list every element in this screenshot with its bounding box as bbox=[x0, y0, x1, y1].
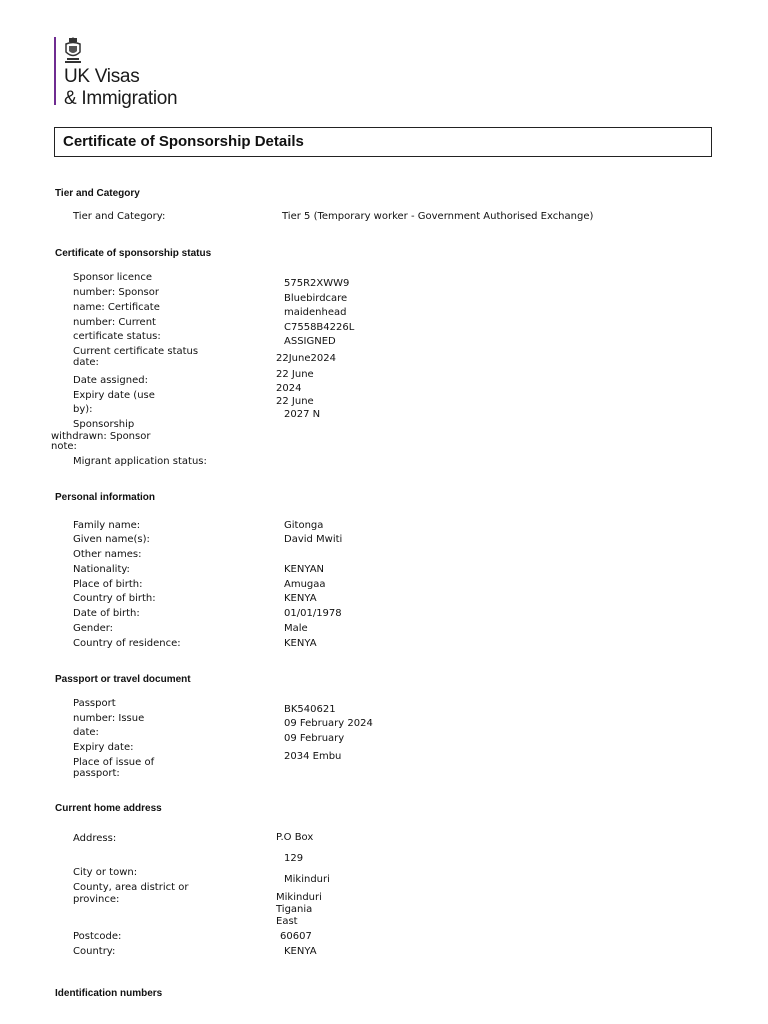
field-label: certificate status: bbox=[73, 331, 161, 342]
field-value: maidenhead bbox=[284, 307, 347, 318]
field-label: Country of birth: bbox=[73, 593, 156, 604]
field-value: Mikinduri bbox=[284, 874, 330, 885]
field-value: 129 bbox=[284, 853, 304, 864]
section-heading-personal: Personal information bbox=[55, 492, 156, 503]
field-value: 09 February 2024 bbox=[284, 718, 373, 729]
field-value: C7558B4226L bbox=[284, 322, 355, 333]
royal-crest-icon bbox=[63, 37, 83, 65]
field-label: Postcode: bbox=[73, 931, 122, 942]
field-label: name: Certificate bbox=[73, 302, 160, 313]
field-value: 22 June bbox=[276, 396, 314, 407]
field-label: Family name: bbox=[73, 520, 141, 531]
page-title: Certificate of Sponsorship Details bbox=[63, 133, 304, 150]
field-value: Male bbox=[284, 623, 308, 634]
field-label: by): bbox=[73, 404, 93, 415]
field-label: Date of birth: bbox=[73, 608, 140, 619]
field-value: 2027 N bbox=[284, 409, 321, 420]
field-label: Country: bbox=[73, 946, 116, 957]
field-value: 09 February bbox=[284, 733, 345, 744]
section-heading-address: Current home address bbox=[55, 803, 162, 814]
field-value: 22June2024 bbox=[276, 353, 336, 364]
section-heading-status: Certificate of sponsorship status bbox=[55, 248, 212, 259]
field-value: Amugaa bbox=[284, 579, 326, 590]
brand-line-1: UK Visas bbox=[64, 66, 140, 87]
field-label: Place of birth: bbox=[73, 579, 143, 590]
field-value: David Mwiti bbox=[284, 534, 343, 545]
field-label: Expiry date: bbox=[73, 742, 134, 753]
field-label: Migrant application status: bbox=[73, 456, 207, 467]
section-heading-tier: Tier and Category bbox=[55, 188, 140, 199]
field-label: Passport bbox=[73, 698, 116, 709]
field-value: P.O Box bbox=[276, 832, 314, 843]
field-label: date: bbox=[73, 357, 99, 368]
field-value: 22 June bbox=[276, 369, 314, 380]
field-value: Mikinduri bbox=[276, 892, 322, 903]
field-label: number: Sponsor bbox=[73, 287, 159, 298]
field-value: BK540621 bbox=[284, 704, 336, 715]
field-value: 2034 Embu bbox=[284, 751, 342, 762]
brand-line-2: & Immigration bbox=[64, 88, 178, 109]
section-heading-passport: Passport or travel document bbox=[55, 674, 191, 685]
field-label: number: Issue bbox=[73, 713, 145, 724]
field-value: ASSIGNED bbox=[284, 336, 336, 347]
field-value: 01/01/1978 bbox=[284, 608, 342, 619]
field-label: Address: bbox=[73, 833, 117, 844]
field-label: Expiry date (use bbox=[73, 390, 155, 401]
field-label: province: bbox=[73, 894, 120, 905]
field-value: KENYA bbox=[284, 593, 317, 604]
field-label: Sponsorship bbox=[73, 419, 135, 430]
field-label: Place of issue of bbox=[73, 757, 155, 768]
field-label: passport: bbox=[73, 768, 120, 779]
field-label: withdrawn: Sponsor bbox=[51, 431, 151, 442]
field-label: Date assigned: bbox=[73, 375, 148, 386]
field-label: note: bbox=[51, 441, 77, 452]
field-label: date: bbox=[73, 727, 99, 738]
field-label: number: Current bbox=[73, 317, 156, 328]
field-label: Current certificate status bbox=[73, 346, 199, 357]
section-heading-identification: Identification numbers bbox=[55, 988, 163, 999]
field-value: 60607 bbox=[280, 931, 312, 942]
field-value: Tigania bbox=[276, 904, 313, 915]
title-box bbox=[54, 127, 712, 157]
field-label: Other names: bbox=[73, 549, 142, 560]
field-label: Country of residence: bbox=[73, 638, 181, 649]
field-label: Given name(s): bbox=[73, 534, 150, 545]
field-value: 575R2XWW9 bbox=[284, 278, 350, 289]
field-value: Tier 5 (Temporary worker - Government Authorised Exchange) bbox=[282, 211, 594, 222]
field-label: Nationality: bbox=[73, 564, 130, 575]
field-value: East bbox=[276, 916, 298, 927]
field-value: KENYAN bbox=[284, 564, 325, 575]
field-value: 2024 bbox=[276, 383, 302, 394]
field-value: KENYA bbox=[284, 638, 317, 649]
field-label: Tier and Category: bbox=[73, 211, 166, 222]
field-label: City or town: bbox=[73, 867, 138, 878]
field-value: Bluebirdcare bbox=[284, 293, 348, 304]
field-value: Gitonga bbox=[284, 520, 324, 531]
field-label: Gender: bbox=[73, 623, 114, 634]
field-label: County, area district or bbox=[73, 882, 189, 893]
brand-accent-bar bbox=[54, 37, 56, 105]
field-value: KENYA bbox=[284, 946, 317, 957]
field-label: Sponsor licence bbox=[73, 272, 152, 283]
